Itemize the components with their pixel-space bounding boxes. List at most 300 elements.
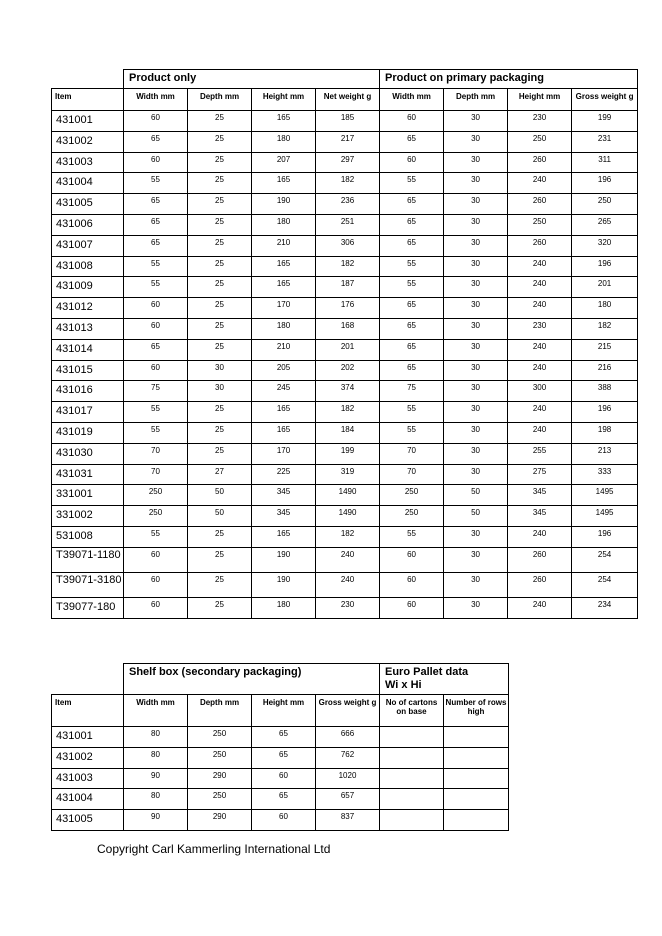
cell-value: 236 bbox=[316, 194, 380, 215]
cell-value: 165 bbox=[252, 422, 316, 443]
cell-value: 210 bbox=[252, 339, 316, 360]
cell-value: 345 bbox=[252, 506, 316, 527]
cell-value bbox=[380, 768, 444, 789]
cell-value: 210 bbox=[252, 235, 316, 256]
cell-value: 240 bbox=[508, 173, 572, 194]
table-row bbox=[52, 111, 638, 132]
cell-value: 55 bbox=[380, 526, 444, 547]
cell-value: 182 bbox=[316, 402, 380, 423]
cell-value: 762 bbox=[316, 747, 380, 768]
cell-value: 60 bbox=[380, 152, 444, 173]
cell-value: 213 bbox=[572, 443, 638, 464]
column-header: Item bbox=[52, 695, 124, 727]
cell-value bbox=[444, 768, 509, 789]
cell-value: 65 bbox=[380, 131, 444, 152]
cell-value: 201 bbox=[316, 339, 380, 360]
cell-value: 202 bbox=[316, 360, 380, 381]
cell-value: 60 bbox=[124, 360, 188, 381]
cell-value: 240 bbox=[316, 547, 380, 572]
cell-value: 240 bbox=[508, 402, 572, 423]
cell-value: 196 bbox=[572, 256, 638, 277]
group-shelf-box: Shelf box (secondary packaging) bbox=[124, 664, 380, 695]
cell-value: 30 bbox=[444, 111, 508, 132]
cell-value: 25 bbox=[188, 111, 252, 132]
column-header: Width mm bbox=[124, 695, 188, 727]
cell-value: 25 bbox=[188, 131, 252, 152]
cell-value: 185 bbox=[316, 111, 380, 132]
cell-value: 25 bbox=[188, 194, 252, 215]
cell-value: 199 bbox=[316, 443, 380, 464]
blank-corner bbox=[52, 664, 124, 695]
cell-value: 333 bbox=[572, 464, 638, 485]
cell-value: 165 bbox=[252, 111, 316, 132]
cell-value bbox=[444, 747, 509, 768]
group-header-row bbox=[52, 70, 638, 89]
cell-value: 198 bbox=[572, 422, 638, 443]
cell-value: 60 bbox=[380, 111, 444, 132]
cell-value: 320 bbox=[572, 235, 638, 256]
cell-value: 25 bbox=[188, 572, 252, 597]
cell-value: 165 bbox=[252, 173, 316, 194]
cell-value: 170 bbox=[252, 443, 316, 464]
item-code: 431002 bbox=[52, 131, 124, 152]
table-row bbox=[52, 422, 638, 443]
cell-value: 90 bbox=[124, 768, 188, 789]
cell-value: 250 bbox=[508, 131, 572, 152]
cell-value: 250 bbox=[124, 485, 188, 506]
cell-value: 240 bbox=[508, 256, 572, 277]
cell-value: 1495 bbox=[572, 485, 638, 506]
cell-value: 25 bbox=[188, 422, 252, 443]
cell-value: 70 bbox=[380, 464, 444, 485]
cell-value: 230 bbox=[508, 111, 572, 132]
group-primary-packaging: Product on primary packaging bbox=[380, 70, 638, 89]
table-row bbox=[52, 572, 638, 597]
cell-value: 180 bbox=[252, 597, 316, 618]
cell-value: 290 bbox=[188, 810, 252, 831]
cell-value: 25 bbox=[188, 597, 252, 618]
cell-value: 55 bbox=[124, 173, 188, 194]
cell-value: 55 bbox=[380, 277, 444, 298]
cell-value: 207 bbox=[252, 152, 316, 173]
table-row bbox=[52, 298, 638, 319]
cell-value: 30 bbox=[444, 152, 508, 173]
item-code: 431001 bbox=[52, 727, 124, 748]
cell-value: 260 bbox=[508, 194, 572, 215]
cell-value: 30 bbox=[444, 214, 508, 235]
cell-value: 666 bbox=[316, 727, 380, 748]
cell-value: 70 bbox=[380, 443, 444, 464]
cell-value: 275 bbox=[508, 464, 572, 485]
cell-value: 30 bbox=[444, 547, 508, 572]
cell-value: 30 bbox=[444, 443, 508, 464]
table-row bbox=[52, 339, 638, 360]
cell-value: 50 bbox=[188, 485, 252, 506]
cell-value: 55 bbox=[124, 422, 188, 443]
column-header: Height mm bbox=[252, 89, 316, 111]
cell-value: 231 bbox=[572, 131, 638, 152]
cell-value: 240 bbox=[508, 277, 572, 298]
cell-value: 260 bbox=[508, 235, 572, 256]
cell-value: 65 bbox=[380, 298, 444, 319]
cell-value: 215 bbox=[572, 339, 638, 360]
cell-value: 260 bbox=[508, 572, 572, 597]
cell-value: 190 bbox=[252, 572, 316, 597]
table-row bbox=[52, 194, 638, 215]
cell-value: 50 bbox=[188, 506, 252, 527]
cell-value: 30 bbox=[444, 381, 508, 402]
cell-value: 190 bbox=[252, 547, 316, 572]
cell-value: 180 bbox=[252, 318, 316, 339]
table-row bbox=[52, 443, 638, 464]
cell-value: 374 bbox=[316, 381, 380, 402]
cell-value: 25 bbox=[188, 402, 252, 423]
cell-value: 254 bbox=[572, 572, 638, 597]
cell-value: 60 bbox=[124, 298, 188, 319]
cell-value bbox=[380, 789, 444, 810]
item-code: T39077-180 bbox=[52, 597, 124, 618]
table-row bbox=[52, 131, 638, 152]
group-euro-pallet: Euro Pallet data Wi x Hi bbox=[380, 664, 509, 695]
column-header: Depth mm bbox=[188, 89, 252, 111]
cell-value: 182 bbox=[316, 526, 380, 547]
cell-value: 30 bbox=[444, 277, 508, 298]
cell-value: 30 bbox=[444, 339, 508, 360]
item-code: 431001 bbox=[52, 111, 124, 132]
cell-value: 75 bbox=[124, 381, 188, 402]
cell-value: 250 bbox=[188, 747, 252, 768]
item-code: 431031 bbox=[52, 464, 124, 485]
cell-value: 65 bbox=[252, 747, 316, 768]
product-dimensions-table bbox=[51, 69, 638, 619]
cell-value bbox=[444, 789, 509, 810]
table-row bbox=[52, 810, 509, 831]
cell-value: 265 bbox=[572, 214, 638, 235]
cell-value: 196 bbox=[572, 526, 638, 547]
cell-value: 225 bbox=[252, 464, 316, 485]
cell-value: 201 bbox=[572, 277, 638, 298]
cell-value bbox=[444, 727, 509, 748]
cell-value: 60 bbox=[252, 768, 316, 789]
cell-value: 90 bbox=[124, 810, 188, 831]
cell-value: 165 bbox=[252, 277, 316, 298]
cell-value: 60 bbox=[124, 111, 188, 132]
item-code: 431005 bbox=[52, 810, 124, 831]
cell-value: 55 bbox=[380, 173, 444, 194]
cell-value: 80 bbox=[124, 727, 188, 748]
item-code: 431014 bbox=[52, 339, 124, 360]
cell-value: 250 bbox=[124, 506, 188, 527]
table-row bbox=[52, 506, 638, 527]
cell-value: 60 bbox=[380, 572, 444, 597]
cell-value: 65 bbox=[380, 339, 444, 360]
cell-value: 55 bbox=[380, 402, 444, 423]
cell-value: 60 bbox=[124, 547, 188, 572]
group-header-row bbox=[52, 664, 509, 695]
cell-value: 217 bbox=[316, 131, 380, 152]
cell-value: 240 bbox=[316, 572, 380, 597]
shelf-box-table bbox=[51, 663, 509, 831]
table-row bbox=[52, 597, 638, 618]
cell-value: 319 bbox=[316, 464, 380, 485]
item-code: 431017 bbox=[52, 402, 124, 423]
cell-value: 176 bbox=[316, 298, 380, 319]
cell-value: 65 bbox=[380, 360, 444, 381]
cell-value: 250 bbox=[508, 214, 572, 235]
cell-value: 60 bbox=[124, 152, 188, 173]
cell-value: 80 bbox=[124, 789, 188, 810]
column-header-row bbox=[52, 695, 509, 727]
cell-value: 60 bbox=[124, 597, 188, 618]
cell-value: 80 bbox=[124, 747, 188, 768]
cell-value: 230 bbox=[508, 318, 572, 339]
cell-value: 1020 bbox=[316, 768, 380, 789]
cell-value: 25 bbox=[188, 318, 252, 339]
cell-value: 1490 bbox=[316, 506, 380, 527]
cell-value: 260 bbox=[508, 152, 572, 173]
column-header: Width mm bbox=[380, 89, 444, 111]
cell-value: 25 bbox=[188, 298, 252, 319]
cell-value: 260 bbox=[508, 547, 572, 572]
column-header: Item bbox=[52, 89, 124, 111]
item-code: 431003 bbox=[52, 768, 124, 789]
column-header: Depth mm bbox=[444, 89, 508, 111]
item-code: 431004 bbox=[52, 789, 124, 810]
cell-value: 30 bbox=[444, 131, 508, 152]
item-code: T39071-1180 bbox=[52, 547, 124, 572]
column-header-row bbox=[52, 89, 638, 111]
cell-value: 60 bbox=[380, 597, 444, 618]
cell-value: 70 bbox=[124, 464, 188, 485]
column-header: Height mm bbox=[252, 695, 316, 727]
table-row bbox=[52, 789, 509, 810]
cell-value: 250 bbox=[188, 727, 252, 748]
item-code: 431012 bbox=[52, 298, 124, 319]
cell-value: 30 bbox=[444, 597, 508, 618]
table-row bbox=[52, 381, 638, 402]
cell-value: 25 bbox=[188, 256, 252, 277]
cell-value: 25 bbox=[188, 235, 252, 256]
cell-value: 30 bbox=[188, 360, 252, 381]
item-code: 431002 bbox=[52, 747, 124, 768]
cell-value: 30 bbox=[444, 235, 508, 256]
cell-value: 25 bbox=[188, 443, 252, 464]
table-row bbox=[52, 152, 638, 173]
item-code: 331001 bbox=[52, 485, 124, 506]
cell-value: 65 bbox=[380, 235, 444, 256]
cell-value: 50 bbox=[444, 485, 508, 506]
table-row bbox=[52, 747, 509, 768]
cell-value: 25 bbox=[188, 152, 252, 173]
cell-value: 250 bbox=[380, 485, 444, 506]
cell-value: 290 bbox=[188, 768, 252, 789]
cell-value: 300 bbox=[508, 381, 572, 402]
item-code: T39071-3180 bbox=[52, 572, 124, 597]
table-row bbox=[52, 547, 638, 572]
cell-value: 25 bbox=[188, 339, 252, 360]
cell-value: 60 bbox=[380, 547, 444, 572]
item-code: 431003 bbox=[52, 152, 124, 173]
item-code: 431005 bbox=[52, 194, 124, 215]
item-code: 431030 bbox=[52, 443, 124, 464]
blank-corner bbox=[52, 70, 124, 89]
cell-value: 297 bbox=[316, 152, 380, 173]
cell-value: 240 bbox=[508, 339, 572, 360]
item-code: 431006 bbox=[52, 214, 124, 235]
cell-value: 234 bbox=[572, 597, 638, 618]
cell-value: 65 bbox=[380, 214, 444, 235]
cell-value: 182 bbox=[572, 318, 638, 339]
cell-value: 30 bbox=[444, 572, 508, 597]
table-row bbox=[52, 360, 638, 381]
cell-value: 306 bbox=[316, 235, 380, 256]
cell-value: 250 bbox=[188, 789, 252, 810]
cell-value: 30 bbox=[444, 464, 508, 485]
cell-value: 182 bbox=[316, 173, 380, 194]
cell-value: 170 bbox=[252, 298, 316, 319]
cell-value: 180 bbox=[572, 298, 638, 319]
cell-value: 65 bbox=[124, 339, 188, 360]
column-header: Gross weight g bbox=[572, 89, 638, 111]
cell-value: 65 bbox=[380, 194, 444, 215]
table-row bbox=[52, 318, 638, 339]
cell-value: 30 bbox=[444, 298, 508, 319]
group-product-only: Product only bbox=[124, 70, 380, 89]
cell-value: 190 bbox=[252, 194, 316, 215]
cell-value: 55 bbox=[124, 402, 188, 423]
cell-value: 75 bbox=[380, 381, 444, 402]
cell-value: 180 bbox=[252, 214, 316, 235]
table-row bbox=[52, 402, 638, 423]
item-code: 431007 bbox=[52, 235, 124, 256]
cell-value: 30 bbox=[444, 256, 508, 277]
cell-value bbox=[380, 727, 444, 748]
table-row bbox=[52, 464, 638, 485]
table-row bbox=[52, 235, 638, 256]
cell-value: 168 bbox=[316, 318, 380, 339]
table-row bbox=[52, 485, 638, 506]
cell-value: 25 bbox=[188, 214, 252, 235]
cell-value: 196 bbox=[572, 173, 638, 194]
cell-value: 196 bbox=[572, 402, 638, 423]
cell-value: 30 bbox=[444, 318, 508, 339]
item-code: 331002 bbox=[52, 506, 124, 527]
column-header: Height mm bbox=[508, 89, 572, 111]
cell-value: 240 bbox=[508, 298, 572, 319]
cell-value: 70 bbox=[124, 443, 188, 464]
column-header: Net weight g bbox=[316, 89, 380, 111]
item-code: 431015 bbox=[52, 360, 124, 381]
cell-value: 25 bbox=[188, 277, 252, 298]
cell-value: 65 bbox=[124, 235, 188, 256]
cell-value: 837 bbox=[316, 810, 380, 831]
cell-value: 245 bbox=[252, 381, 316, 402]
cell-value: 311 bbox=[572, 152, 638, 173]
cell-value: 60 bbox=[124, 318, 188, 339]
cell-value: 60 bbox=[252, 810, 316, 831]
cell-value: 65 bbox=[124, 131, 188, 152]
cell-value: 1495 bbox=[572, 506, 638, 527]
cell-value: 55 bbox=[124, 526, 188, 547]
cell-value: 251 bbox=[316, 214, 380, 235]
cell-value: 240 bbox=[508, 360, 572, 381]
cell-value: 55 bbox=[124, 277, 188, 298]
table-row bbox=[52, 727, 509, 748]
cell-value: 30 bbox=[444, 526, 508, 547]
cell-value: 30 bbox=[444, 173, 508, 194]
cell-value: 55 bbox=[380, 422, 444, 443]
cell-value: 184 bbox=[316, 422, 380, 443]
cell-value: 345 bbox=[252, 485, 316, 506]
cell-value: 25 bbox=[188, 547, 252, 572]
cell-value: 30 bbox=[444, 422, 508, 443]
cell-value: 255 bbox=[508, 443, 572, 464]
cell-value: 30 bbox=[444, 194, 508, 215]
cell-value: 165 bbox=[252, 402, 316, 423]
cell-value: 65 bbox=[124, 214, 188, 235]
column-header: Width mm bbox=[124, 89, 188, 111]
cell-value: 30 bbox=[444, 360, 508, 381]
cell-value: 230 bbox=[316, 597, 380, 618]
item-code: 431008 bbox=[52, 256, 124, 277]
cell-value: 55 bbox=[380, 256, 444, 277]
column-header: Gross weight g bbox=[316, 695, 380, 727]
item-code: 431004 bbox=[52, 173, 124, 194]
cell-value: 216 bbox=[572, 360, 638, 381]
cell-value: 345 bbox=[508, 506, 572, 527]
cell-value: 240 bbox=[508, 526, 572, 547]
cell-value: 165 bbox=[252, 526, 316, 547]
cell-value: 30 bbox=[444, 402, 508, 423]
cell-value: 50 bbox=[444, 506, 508, 527]
cell-value: 60 bbox=[124, 572, 188, 597]
cell-value: 182 bbox=[316, 256, 380, 277]
cell-value: 1490 bbox=[316, 485, 380, 506]
item-code: 531008 bbox=[52, 526, 124, 547]
cell-value: 199 bbox=[572, 111, 638, 132]
cell-value bbox=[444, 810, 509, 831]
cell-value: 388 bbox=[572, 381, 638, 402]
table-row bbox=[52, 526, 638, 547]
cell-value: 25 bbox=[188, 173, 252, 194]
cell-value: 30 bbox=[188, 381, 252, 402]
cell-value bbox=[380, 810, 444, 831]
cell-value: 65 bbox=[124, 194, 188, 215]
cell-value: 165 bbox=[252, 256, 316, 277]
table-row bbox=[52, 768, 509, 789]
cell-value: 65 bbox=[380, 318, 444, 339]
cell-value: 27 bbox=[188, 464, 252, 485]
cell-value: 250 bbox=[380, 506, 444, 527]
column-header: Depth mm bbox=[188, 695, 252, 727]
cell-value: 205 bbox=[252, 360, 316, 381]
cell-value: 65 bbox=[252, 727, 316, 748]
item-code: 431013 bbox=[52, 318, 124, 339]
cell-value: 345 bbox=[508, 485, 572, 506]
cell-value: 254 bbox=[572, 547, 638, 572]
cell-value bbox=[380, 747, 444, 768]
table-row bbox=[52, 214, 638, 235]
cell-value: 240 bbox=[508, 422, 572, 443]
item-code: 431009 bbox=[52, 277, 124, 298]
cell-value: 25 bbox=[188, 526, 252, 547]
cell-value: 240 bbox=[508, 597, 572, 618]
column-header: Number of rows high bbox=[444, 695, 509, 727]
table-row bbox=[52, 256, 638, 277]
cell-value: 250 bbox=[572, 194, 638, 215]
column-header: No of cartons on base bbox=[380, 695, 444, 727]
copyright-notice: Copyright Carl Kammerling International Ltd bbox=[97, 842, 331, 856]
